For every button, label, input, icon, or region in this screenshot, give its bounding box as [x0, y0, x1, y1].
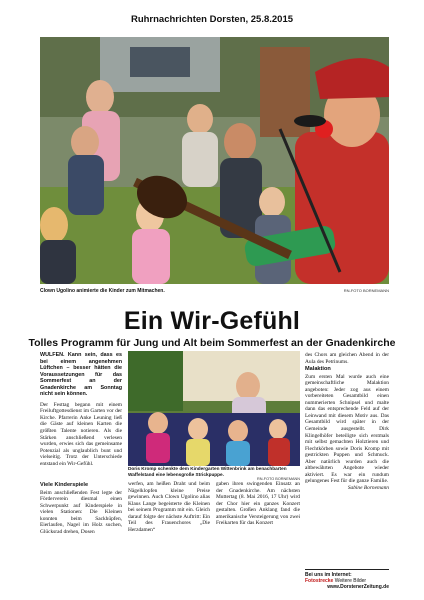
article-subheading-1: Viele Kinderspiele: [40, 482, 89, 488]
main-photo-credit: RN-FOTO BORNEMANN: [343, 288, 389, 293]
article-lead: WULFEN. Kann sein, dass es bei einem angenehmen Lüftchen – besser hätten die Voraussetzungen für das Sommerfest an der Gnadenkirche am Sonntag nicht sein können.: [40, 352, 122, 398]
article-paragraph-5: des Chors am gleichen Abend in der Aula des Petrinums.: [305, 352, 389, 365]
small-photo-credit: RN-FOTO BORNEMANN: [257, 477, 300, 481]
publication-title: Ruhrnachrichten Dorsten, 25.8.2015: [130, 14, 294, 25]
publication-header: [0, 14, 424, 25]
internet-heading: Bei uns im Internet:: [305, 572, 352, 578]
article-author: Sabine Bornemann: [347, 484, 389, 491]
internet-label: Fotostrecke: [305, 578, 334, 584]
article-column-1-lower: [40, 481, 122, 535]
article-paragraph-2: Beim anschließenden Fest legte der Förderverein diesmal einen Schwerpunkt auf Kinderspiele in vielen Stationen: Die Kleinen konnten beim Sackhüpfen, Eierlaufen, Nagel im Holz suchen, Glücksrad drehen, Dosen: [40, 489, 122, 535]
internet-text: Weitere Bilder: [334, 578, 367, 584]
headline-title: Ein Wir-Gefühl: [123, 307, 301, 335]
headline-subtitle: Tolles Programm für Jung und Alt beim Sommerfest an der Gnadenkirche: [28, 337, 396, 349]
article-column-3-lower: [216, 481, 300, 527]
internet-box: [305, 569, 389, 590]
article-paragraph-1: Der Festtag begann mit einem Freiluftgottesdienst im Garten vor der Kirche. Pfarrerin Anke Leuning ließ die Gäste auf kleinen Karten die größten Talente notieren. Als die Stärken anschließend verlesen wurden, erwies sich das gemeinsame Potenzial als unglaublich bunt und vielseitig. Trotz der Unterschiede entstand ein Wir-Gefühl.: [40, 401, 122, 467]
article-paragraph-3: werfen, am heißen Draht und beim Nägelklopfen kleine Preise gewinnen. Auch Clown Ugolino alias Klaus Lange begeisterte die Kleinen bei seinem Programm mit ein. Gleich darauf folgte der nächste Auftritt: Ein Teil des Frauenchores „Die Herzdamen“: [128, 481, 210, 533]
main-photo-image: [40, 37, 389, 284]
main-photo: [40, 37, 389, 284]
article-paragraph-6: Zum ersten Mal wurde auch eine gemeinschaftliche Malaktion angeboten: Jeder zog aus einem vorbereiteten Gesamtbild einen nummerierten Schnipsel und malte dann das entsprechende Feld auf der Leinwand mit diesem Motiv aus. Das Gesamtbild wird später in der Gemeinde ausgestellt. Dirk Klingelhöfer beteiligte sich erstmals mit selbst gemachten Holztieren und Flechtkörben sowie Doris Kromp mit gestrickten Puppen und Schmuck. Aber natürlich wurden auch die altbewährten Angebote wieder aktiviert. Es war ein rundum gelungenes Fest für die ganze Familie.: [305, 373, 389, 485]
article-paragraph-4: gaben ihren swingenden Einsatz an der Gnadenkirche. Am nächsten Muttertag (8. Mai 2016, 17 Uhr) wird der Chor hier ein ganzes Konzert gestalten. Großen Anklang fand die amerikanische Versteigerung von zwei Freikarten für das Konzert: [216, 481, 300, 527]
internet-url-link[interactable]: www.DorstenerZeitung.de: [327, 584, 389, 590]
small-photo-image: [128, 351, 300, 466]
article-column-2-lower: [128, 481, 210, 533]
main-photo-caption-bar: [40, 288, 389, 298]
small-photo: [128, 351, 300, 466]
article-subheading-2: Malaktion: [305, 366, 331, 373]
article-column-4: [305, 352, 389, 491]
small-photo-caption: Doris Kromp schenkte dem Kindergarten Wittenbrink am benachbarten Waffelstand eine lebensgroße Strickpuppe.: [128, 466, 287, 477]
main-photo-caption: Clown Ugolino animierte die Kinder zum Mitmachen.: [40, 288, 165, 294]
article-column-1: [40, 352, 122, 467]
